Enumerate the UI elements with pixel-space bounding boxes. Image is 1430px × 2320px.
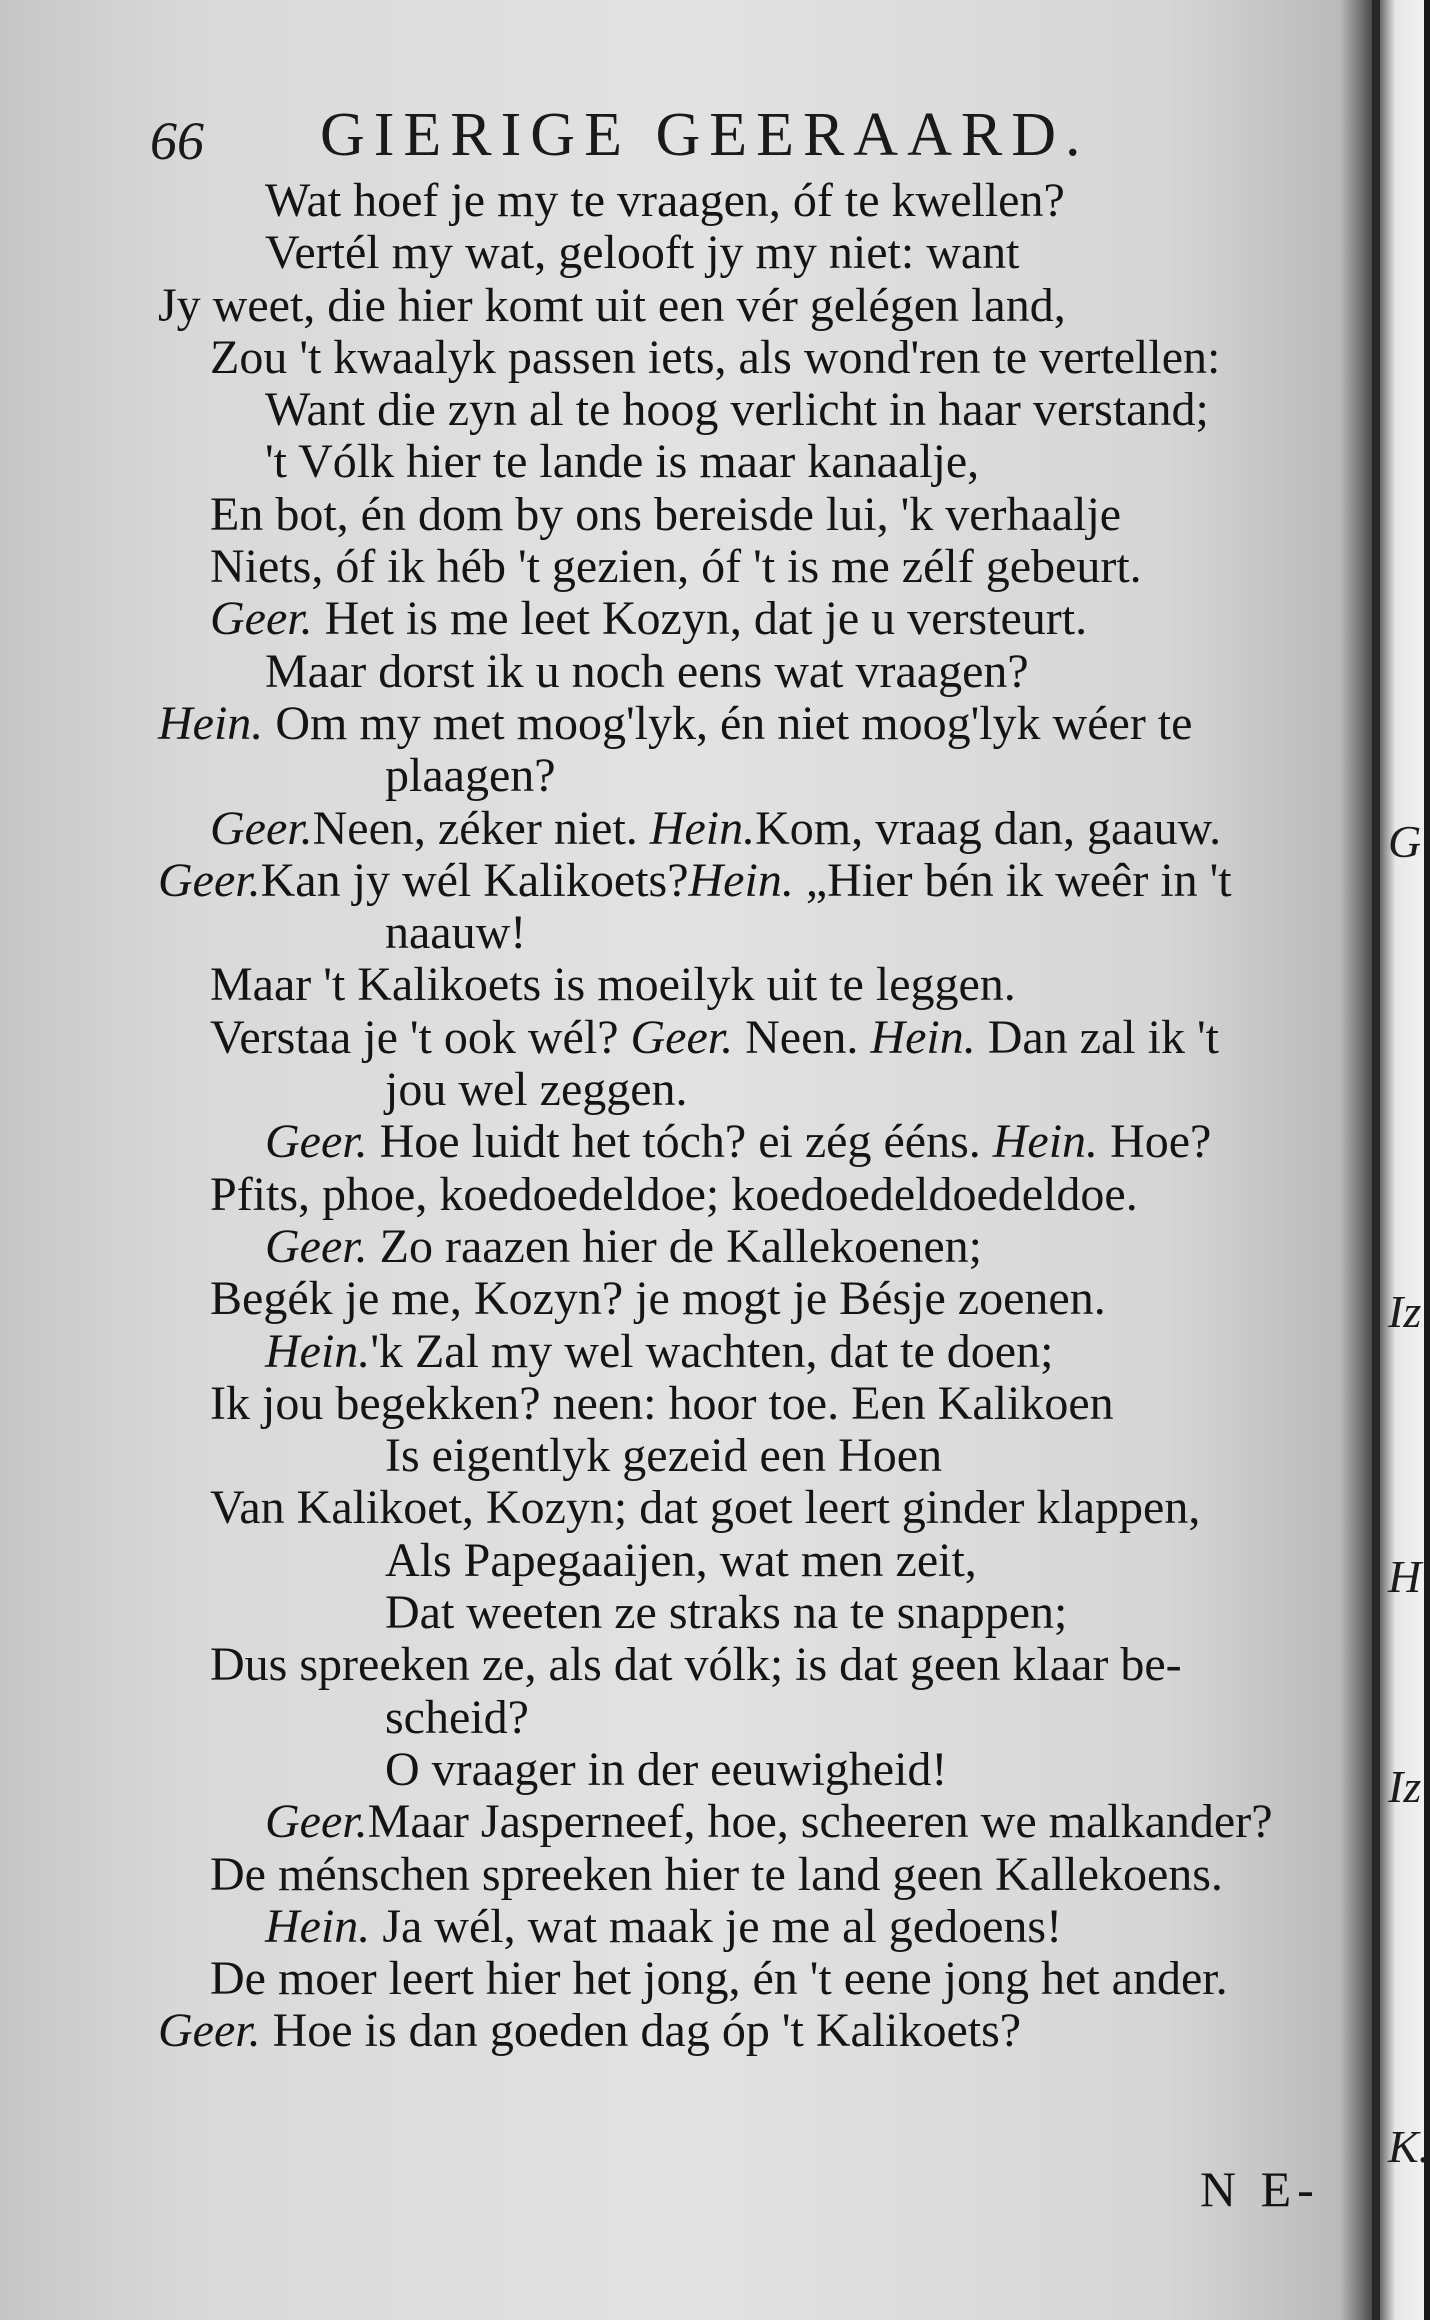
speaker-label: Geer. xyxy=(265,1795,368,1849)
verse-line: Hein.'k Zal my wel wachten, dat te doen; xyxy=(265,1324,1054,1378)
speaker-label: Geer. xyxy=(158,2004,261,2058)
verse-line: Verstaa je 't ook wél? Geer. Neen. Hein. Dan zal ik 't xyxy=(210,1010,1219,1064)
verse-text xyxy=(150,175,1350,2058)
verse-line: Begék je me, Kozyn? je mogt je Bésje zoenen. xyxy=(210,1272,1106,1326)
verse-line: Vertél my wat, gelooft jy my niet: want xyxy=(265,226,1020,280)
verse-line: Zou 't kwaalyk passen iets, als wond'ren te vertellen: xyxy=(210,330,1221,384)
catchword: N E- xyxy=(1200,2161,1320,2217)
verse-line: De moer leert hier het jong, én 't eene jong het ander. xyxy=(210,1952,1228,2006)
facing-page-letter: K. xyxy=(1388,2121,1430,2172)
verse-line: Hein. Om my met moog'lyk, én niet moog'lyk wéer te xyxy=(158,696,1193,750)
verse-line: Geer.Neen, zéker niet. Hein.Kom, vraag dan, gaauw. xyxy=(210,801,1222,855)
speaker-label: Geer. xyxy=(210,801,313,855)
speaker-label: Geer. xyxy=(630,1010,734,1064)
speaker-label: Geer. xyxy=(265,1219,368,1273)
verse-line: jou wel zeggen. xyxy=(385,1063,688,1117)
verse-line: Maar dorst ik u noch eens wat vraagen? xyxy=(265,644,1029,698)
verse-line: Hein. Ja wél, wat maak je me al gedoens! xyxy=(265,1899,1063,1953)
verse-line: naauw! xyxy=(385,906,527,960)
verse-line: Dat weeten ze straks na te snappen; xyxy=(385,1586,1068,1640)
speaker-label: Geer. xyxy=(158,853,261,907)
facing-page-letter: Iz xyxy=(1388,1761,1422,1812)
verse-line: plaagen? xyxy=(385,749,556,803)
verse-line: O vraager in der eeuwigheid! xyxy=(385,1742,948,1796)
page-number: 66 xyxy=(150,111,204,171)
speaker-label: Hein. xyxy=(870,1010,976,1064)
speaker-label: Hein. xyxy=(992,1115,1099,1169)
speaker-label: Hein. xyxy=(265,1324,371,1378)
verse-line: Geer. Hoe luidt het tóch? ei zég ééns. Hein. Hoe? xyxy=(265,1115,1212,1169)
verse-line: Geer. Hoe is dan goeden dag óp 't Kalikoets? xyxy=(158,2004,1022,2058)
speaker-label: Hein. xyxy=(688,853,794,907)
verse-line: Als Papegaaijen, wat men zeit, xyxy=(385,1533,977,1587)
page-header xyxy=(150,100,1230,180)
verse-line: Geer.Kan jy wél Kalikoets?Hein. „Hier bén ik weêr in 't xyxy=(158,853,1232,907)
verse-line: Maar 't Kalikoets is moeilyk uit te leggen. xyxy=(210,958,1016,1012)
facing-page-letter: G xyxy=(1388,816,1422,867)
verse-line: Jy weet, die hier komt uit een vér gelégen land, xyxy=(158,278,1066,332)
facing-page-edge xyxy=(1380,0,1430,2320)
facing-page-letter: Iz xyxy=(1388,1286,1422,1337)
speaker-label: Hein. xyxy=(265,1899,371,1953)
verse-line: scheid? xyxy=(385,1690,529,1744)
verse-line: Ik jou begekken? neen: hoor toe. Een Kalikoen xyxy=(210,1376,1114,1430)
verse-line: Niets, óf ik héb 't gezien, óf 't is me zélf gebeurt. xyxy=(210,540,1142,594)
verse-line: Geer. Zo raazen hier de Kallekoenen; xyxy=(265,1219,982,1273)
verse-line: De ménschen spreeken hier te land geen Kallekoens. xyxy=(210,1847,1223,1901)
verse-line: Dus spreeken ze, als dat vólk; is dat geen klaar be- xyxy=(210,1638,1182,1692)
facing-page-letter: H xyxy=(1388,1551,1422,1602)
speaker-label: Geer. xyxy=(265,1115,368,1169)
verse-line: En bot, én dom by ons bereisde lui, 'k verhaalje xyxy=(210,487,1122,541)
speaker-label: Geer. xyxy=(210,592,313,646)
verse-line: Is eigentlyk gezeid een Hoen xyxy=(385,1429,943,1483)
speaker-label: Hein. xyxy=(158,696,264,750)
book-gutter xyxy=(1340,0,1380,2320)
verse-line: Wat hoef je my te vraagen, óf te kwellen? xyxy=(265,174,1065,227)
verse-line: 't Vólk hier te lande is maar kanaalje, xyxy=(265,435,980,489)
verse-line: Geer. Het is me leet Kozyn, dat je u versteurt. xyxy=(210,592,1088,646)
running-title: GIERIGE GEERAARD. xyxy=(320,101,1090,169)
verse-line: Van Kalikoet, Kozyn; dat goet leert ginder klappen, xyxy=(210,1481,1201,1535)
verse-line: Pfits, phoe, koedoedeldoe; koedoedeldoedeldoe. xyxy=(210,1167,1138,1221)
speaker-label: Hein. xyxy=(649,801,756,855)
verse-line: Geer.Maar Jasperneef, hoe, scheeren we malkander? xyxy=(265,1795,1273,1849)
verse-line: Want die zyn al te hoog verlicht in haar verstand; xyxy=(265,383,1209,437)
